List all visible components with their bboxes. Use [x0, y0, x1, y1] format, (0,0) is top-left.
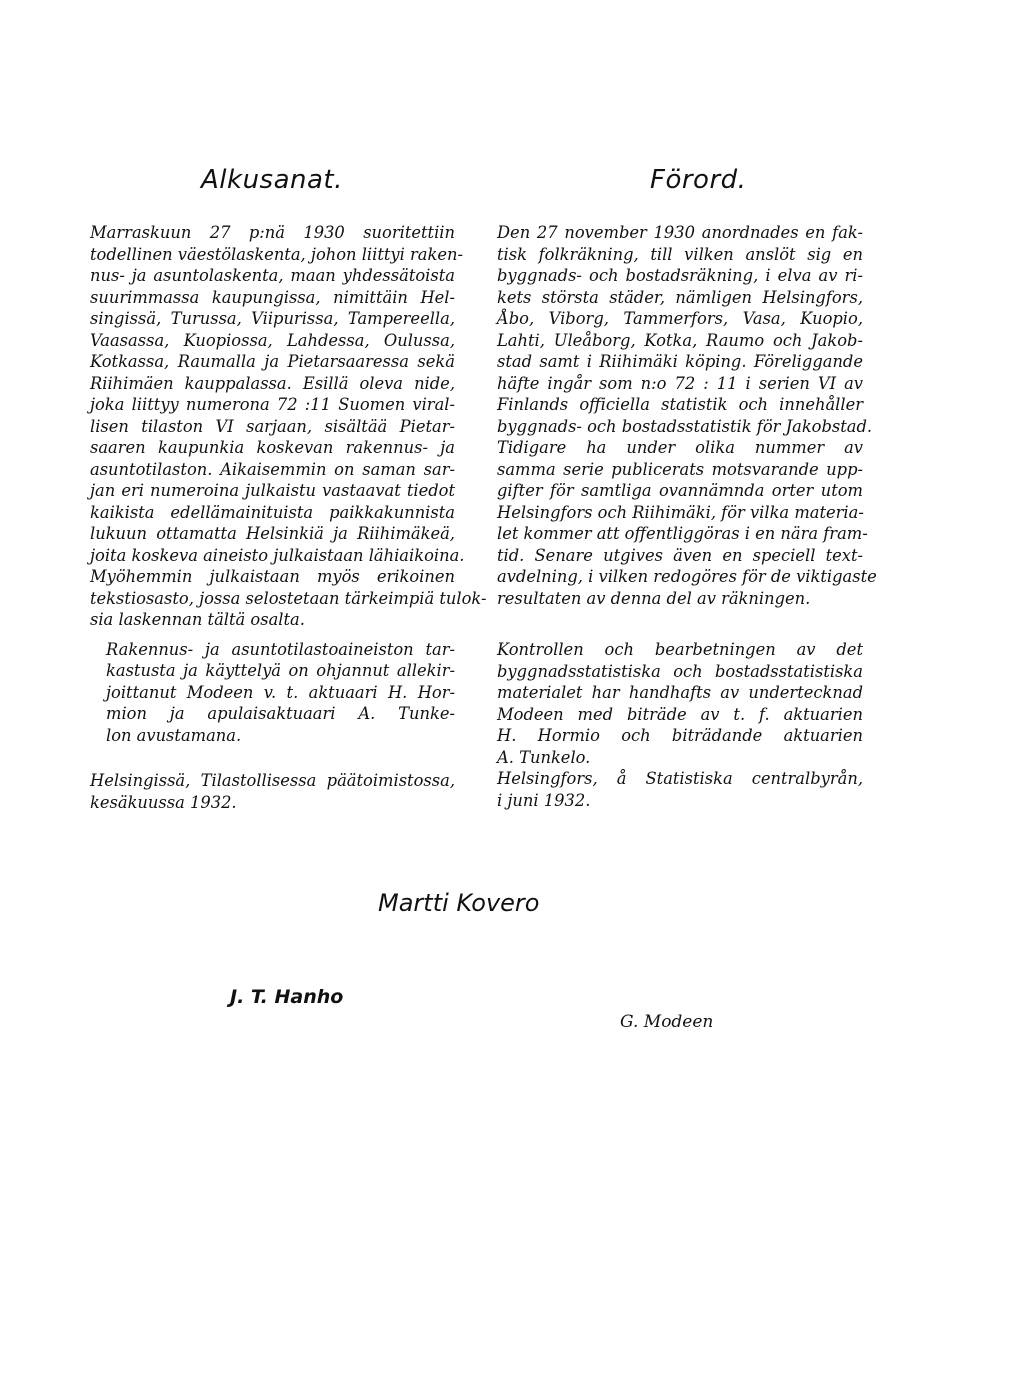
text-line: Marraskuun 27 p:nä 1930 suoritettiin: [90, 223, 455, 242]
text-line: Helsingissä, Tilastollisessa päätoimistossa,: [90, 771, 455, 790]
text-line: Myöhemmin julkaistaan myös erikoinen: [90, 567, 455, 586]
left-closing: [90, 770, 455, 813]
left-paragraph-1: [90, 222, 487, 631]
right-paragraph-2: [481, 639, 863, 768]
signature-right: G. Modeen: [620, 1012, 714, 1032]
text-line: resultaten av denna del av räkningen.: [497, 588, 811, 608]
signature-main: Martti Kovero: [378, 889, 540, 917]
text-line: Helsingfors, å Statistiska centralbyrån,: [497, 769, 863, 788]
text-line: Vaasassa, Kuopiossa, Lahdessa, Oulussa,: [90, 330, 455, 350]
text-line: gifter för samtliga ovannämnda orter utom: [497, 481, 863, 500]
left-heading: Alkusanat.: [201, 165, 343, 195]
text-line: H. Hormio och biträdande aktuarien: [497, 726, 863, 745]
text-line: Tidigare ha under olika nummer av: [497, 438, 863, 457]
text-line: Kontrollen och bearbetningen av det: [497, 640, 863, 659]
text-line: Rakennus- ja asuntotilastoaineiston tar-: [106, 639, 455, 659]
text-line: kets största städer, nämligen Helsingfors,: [497, 287, 863, 307]
text-line: let kommer att offentliggöras i en nära fram-: [497, 524, 868, 543]
text-line: byggnads- och bostadsstatistik för Jakobstad.: [497, 416, 873, 436]
text-line: nus- ja asuntolaskenta, maan yhdessätoista: [90, 266, 455, 285]
text-line: Riihimäen kauppalassa. Esillä oleva nide,: [90, 373, 455, 393]
text-line: singissä, Turussa, Viipurissa, Tampereella,: [90, 309, 455, 328]
text-line: kesäkuussa 1932.: [90, 792, 237, 812]
text-line: Kotkassa, Raumalla ja Pietarsaaressa sekä: [90, 352, 455, 371]
text-line: joka liittyy numerona 72 :11 Suomen viral-: [90, 395, 455, 414]
text-line: häfte ingår som n:o 72 : 11 i serien VI av: [497, 373, 863, 393]
text-line: avdelning, i vilken redogöres för de viktigaste: [497, 567, 877, 586]
text-line: Modeen med biträde av t. f. aktuarien: [497, 704, 863, 724]
text-line: saaren kaupunkia koskevan rakennus- ja: [90, 438, 455, 457]
text-line: lon avustamana.: [106, 725, 242, 745]
signature-left: J. T. Hanho: [230, 986, 344, 1008]
text-line: joita koskeva aineisto julkaistaan lähiaikoina.: [90, 545, 465, 565]
text-line: i juni 1932.: [497, 790, 591, 810]
text-line: kaikista edellämainituista paikkakunnista: [90, 502, 455, 522]
right-closing: [481, 768, 863, 811]
text-line: jan eri numeroina julkaistu vastaavat tiedot: [90, 481, 455, 500]
text-line: tekstiosasto, jossa selostetaan tärkeimpiä tulok-: [90, 588, 487, 608]
left-paragraph-2: [90, 639, 455, 747]
text-line: kastusta ja käyttelyä on ohjannut allekir-: [106, 661, 455, 680]
text-line: lukuun ottamatta Helsinkiä ja Riihimäkeä,: [90, 524, 455, 543]
text-line: Åbo, Viborg, Tammerfors, Vasa, Kuopio,: [497, 309, 863, 328]
text-line: suurimmassa kaupungissa, nimittäin Hel-: [90, 287, 455, 307]
text-line: samma serie publicerats motsvarande upp-: [497, 459, 863, 479]
text-line: Lahti, Uleåborg, Kotka, Raumo och Jakob-: [497, 330, 863, 350]
text-line: A. Tunkelo.: [497, 747, 591, 767]
text-line: lisen tilaston VI sarjaan, sisältää Pietar-: [90, 416, 455, 436]
text-line: asuntotilaston. Aikaisemmin on saman sar-: [90, 459, 455, 479]
text-line: mion ja apulaisaktuaari A. Tunke-: [106, 704, 455, 723]
text-line: byggnadsstatistiska och bostadsstatistiska: [497, 661, 863, 681]
right-heading: Förord.: [650, 165, 747, 195]
left-column: [90, 222, 487, 813]
text-line: byggnads- och bostadsräkning, i elva av ri-: [497, 266, 863, 285]
text-line: todellinen väestölaskenta, johon liittyi raken-: [90, 244, 463, 264]
text-line: joittanut Modeen v. t. aktuaari H. Hor-: [106, 682, 455, 702]
text-line: Helsingfors och Riihimäki, för vilka materia-: [497, 502, 864, 522]
text-line: stad samt i Riihimäki köping. Föreliggande: [497, 352, 863, 371]
right-column: [481, 222, 877, 811]
text-line: tid. Senare utgives även en speciell text-: [497, 545, 863, 565]
text-line: tisk folkräkning, till vilken anslöt sig en: [497, 244, 863, 264]
text-line: materialet har handhafts av undertecknad: [497, 683, 863, 702]
text-line: sia laskennan tältä osalta.: [90, 610, 305, 629]
right-paragraph-1: [481, 222, 877, 609]
text-line: Finlands officiella statistik och innehåller: [497, 395, 863, 414]
text-line: Den 27 november 1930 anordnades en fak-: [497, 223, 863, 242]
